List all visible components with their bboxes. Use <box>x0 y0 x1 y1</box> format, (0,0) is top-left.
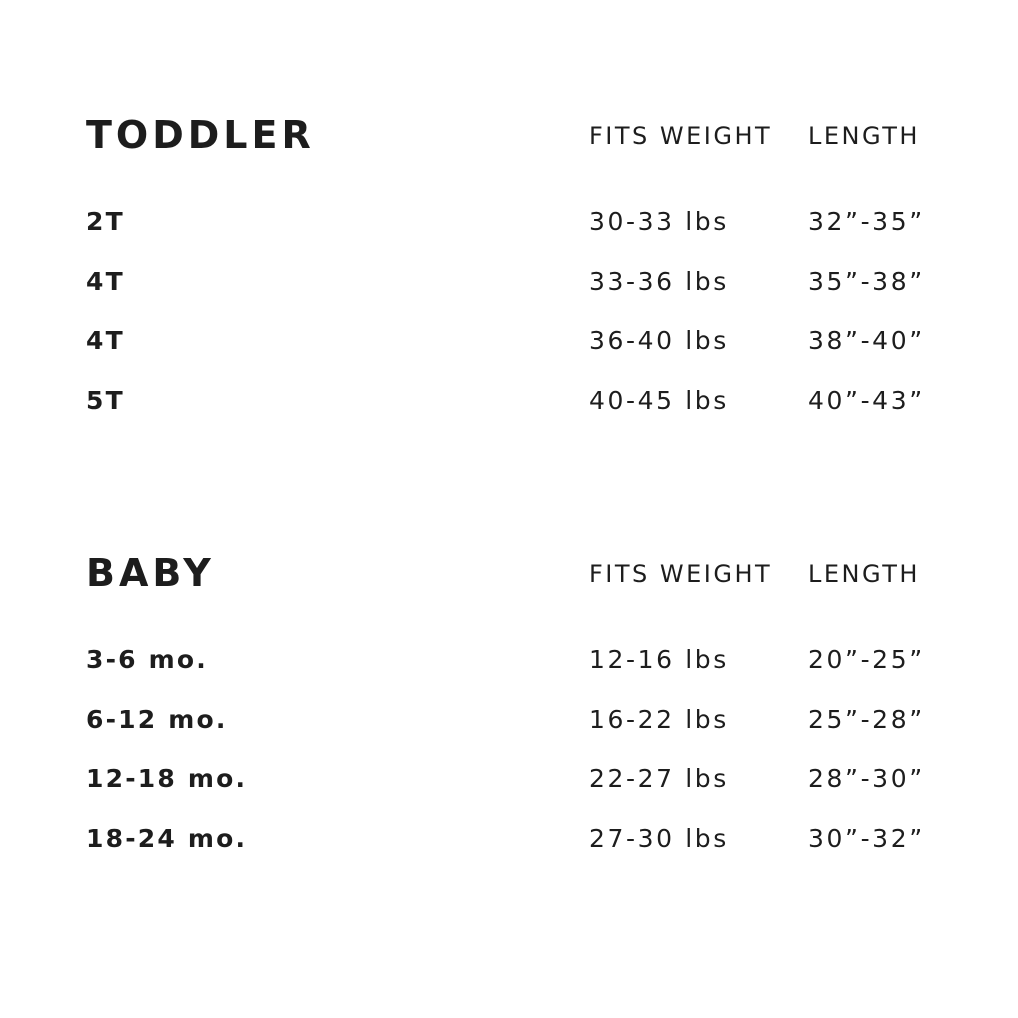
length-cell: 28”-30” <box>808 764 925 793</box>
table-row <box>0 700 1018 760</box>
table-row <box>0 759 1018 819</box>
size-cell: 6-12 mo. <box>86 704 228 734</box>
size-cell: 4T <box>86 266 125 296</box>
table-row <box>0 262 1018 322</box>
weight-cell: 12-16 lbs <box>589 645 729 674</box>
table-row <box>0 819 1018 879</box>
toddler-length-header: LENGTH <box>808 122 920 150</box>
toddler-size-chart <box>0 110 1018 415</box>
length-cell: 32”-35” <box>808 207 925 236</box>
size-cell: 5T <box>86 385 125 415</box>
length-cell: 40”-43” <box>808 385 925 415</box>
table-row <box>0 202 1018 262</box>
length-cell: 38”-40” <box>808 326 925 355</box>
size-cell: 12-18 mo. <box>86 764 248 793</box>
table-row <box>0 321 1018 381</box>
weight-cell: 40-45 lbs <box>589 385 729 415</box>
baby-rows <box>0 640 1018 878</box>
toddler-rows <box>0 202 1018 440</box>
size-cell: 3-6 mo. <box>86 645 208 674</box>
weight-cell: 36-40 lbs <box>589 326 729 355</box>
length-cell: 20”-25” <box>808 645 925 674</box>
length-cell: 35”-38” <box>808 266 925 296</box>
toddler-header-row <box>0 110 1018 160</box>
baby-size-chart <box>0 548 1018 853</box>
weight-cell: 16-22 lbs <box>589 704 729 734</box>
length-cell: 30”-32” <box>808 823 925 853</box>
table-row <box>0 381 1018 441</box>
weight-cell: 33-36 lbs <box>589 266 729 296</box>
weight-cell: 30-33 lbs <box>589 207 729 236</box>
baby-title: BABY <box>86 551 215 595</box>
baby-header-row <box>0 548 1018 598</box>
size-cell: 2T <box>86 207 125 236</box>
toddler-weight-header: FITS WEIGHT <box>589 122 773 150</box>
size-cell: 4T <box>86 326 125 355</box>
baby-weight-header: FITS WEIGHT <box>589 560 773 588</box>
weight-cell: 27-30 lbs <box>589 823 729 853</box>
table-row <box>0 640 1018 700</box>
weight-cell: 22-27 lbs <box>589 764 729 793</box>
size-cell: 18-24 mo. <box>86 823 248 853</box>
toddler-title: TODDLER <box>86 113 315 157</box>
baby-length-header: LENGTH <box>808 560 920 588</box>
length-cell: 25”-28” <box>808 704 925 734</box>
